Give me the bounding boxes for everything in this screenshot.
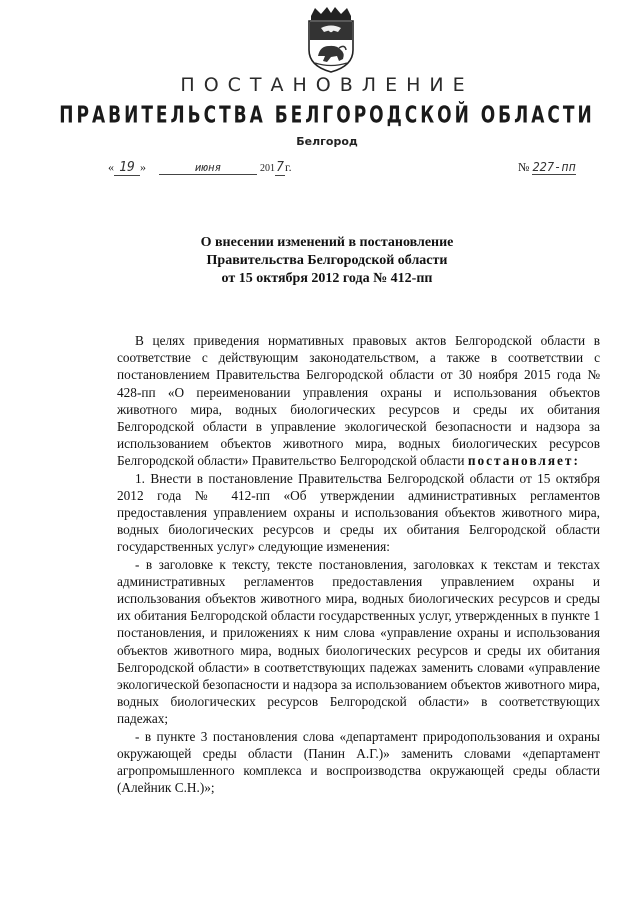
date-open-quote: « [108, 160, 114, 174]
title-line-1: О внесении изменений в постановление [200, 235, 454, 250]
title-line-3: от 15 октября 2012 года № 412-пп [221, 271, 433, 286]
date-month: июня [159, 161, 257, 175]
issuing-authority: ПРАВИТЕЛЬСТВА БЕЛГОРОДСКОЙ ОБЛАСТИ [59, 102, 595, 129]
date-year-prefix: 201 [260, 163, 275, 174]
coat-of-arms-emblem [301, 6, 361, 74]
paragraph-amendment-1: - в заголовке к тексту, тексте постановления, заголовках к текстам и текстах административных регламентов предоставления управлением охраны и использования объектов животного мира, водных биологических ресурсов и среды их обитания Белгородской области государственных услуг, утвержденных в пункте 1 постановления, и приложениях к ним слова «управление охраны и использования объектов животного мира, водных биологических ресурсов и среды их обитания Белгородской области» в соответствующих падежах заменить словами «управление экологической безопасности и надзора за использованием объектов животного мира, водных биологических ресурсов Белгородской области» в соответствующих падежах; [117, 556, 600, 727]
date-year-digit: 7 [276, 160, 284, 175]
number-value: 227-пп [532, 160, 576, 174]
title-line-2: Правительства Белгородской области [206, 253, 448, 268]
date-year-suffix: г. [285, 160, 292, 174]
date-day: 19 [114, 160, 140, 176]
paragraph-preamble [117, 332, 600, 470]
paragraph-item-1: 1. Внести в постановление Правительства Белгородской области от 15 октября 2012 года № 412-пп «Об утверждении административных регламентов предоставления управлением охраны и использования объектов животного мира, водных биологических ресурсов и среды их обитания Белгородской области государственных услуг» следующие изменения: [117, 470, 600, 555]
number-prefix: № [518, 160, 530, 174]
document-number [518, 160, 576, 175]
document-body [117, 332, 600, 796]
resolves-word: постановляет: [467, 453, 580, 469]
document-type-heading: ПОСТАНОВЛЕНИЕ [180, 74, 474, 96]
document-date [108, 160, 292, 176]
date-close-quote: » [140, 160, 146, 174]
preamble-text: В целях приведения нормативных правовых актов Белгородской области в соответствие с действующим законодательством, а также в соответствии с постановлением Правительства Белгородской области от 30 ноября 2015 года № 428-пп «О переименовании управления охраны и использования объектов животного мира, водных биологических ресурсов и среды их обитания Белгородской области в управление экологической безопасности и надзора за использованием объектов животного мира, водных биологических ресурсов Белгородской области» Правительство Белгородской области [117, 333, 600, 469]
document-title [0, 234, 640, 288]
issue-city: Белгород [296, 135, 358, 148]
paragraph-amendment-2: - в пункте 3 постановления слова «департамент природопользования и охраны окружающей среды области (Панин А.Г.)» заменить словами «департамент агропромышленного комплекса и воспроизводства окружающей среды области (Алейник С.Н.)»; [117, 728, 600, 796]
